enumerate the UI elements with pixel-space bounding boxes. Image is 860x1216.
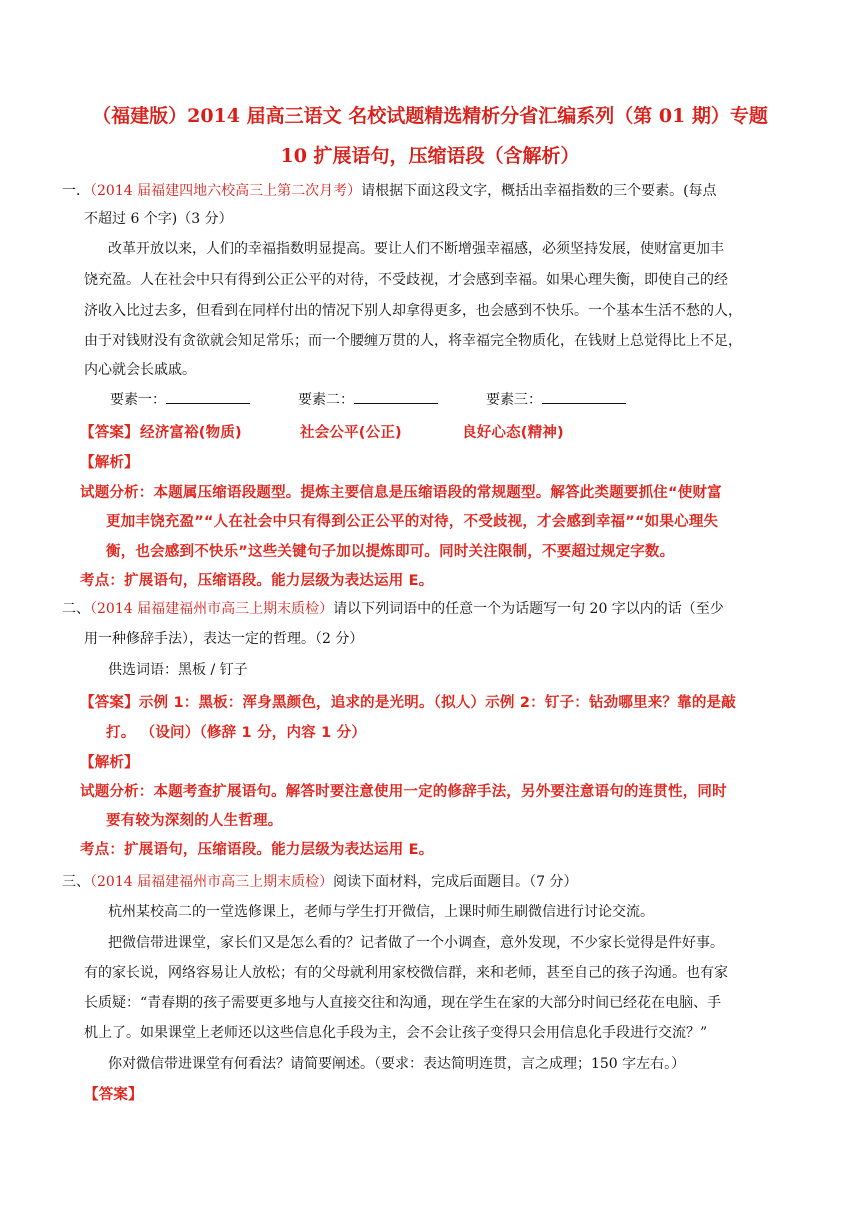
document-title-line-1: （福建版）2014 届高三语文 名校试题精选精析分省汇编系列（第 01 期）专题 — [92, 105, 768, 127]
element-2-label: 要素二： — [298, 392, 354, 408]
q1-prompt-b: 不超过 6 个字)（3 分） — [84, 211, 233, 227]
q1-analysis-line: 更加丰饶充盈”“人在社会中只有得到公正公平的对待，不受歧视，才会感到幸福”“如果心理失 — [106, 514, 719, 530]
q2-number: 二、 — [62, 601, 90, 617]
q3-answer-label: 【答案】 — [84, 1087, 143, 1103]
q2-analysis-line: 要有较为深刻的人生哲理。 — [106, 813, 283, 829]
q2-prompt-a: 请以下列词语中的任意一个为话题写一句 20 字以内的话（至少 — [333, 601, 724, 617]
q3-prompt: 阅读下面材料，完成后面题目。（7 分） — [333, 874, 578, 890]
q2-analysis-line: 试题分析：本题考查扩展语句。解答时要注意使用一定的修辞手法，另外要注意语句的连贯性，同时 — [80, 784, 727, 800]
element-3-blank — [542, 389, 626, 404]
q1-answer-1: 经济富裕(物质) — [140, 425, 242, 441]
q1-passage-line: 济收入比过去多，但看到在同样付出的情况下别人却拿得更多，也会感到不快乐。一个基本生活不愁的人， — [84, 303, 742, 319]
q3-header — [62, 871, 577, 893]
element-1-blank — [166, 389, 250, 404]
q2-options: 供选词语：黑板 / 钉子 — [108, 662, 248, 678]
q1-passage-line: 改革开放以来，人们的幸福指数明显提高。要让人们不断增强幸福感，必须坚持发展，使财富更加丰 — [108, 241, 724, 257]
q3-passage-line: 有的家长说，网络容易让人放松；有的父母就利用家校微信群，来和老师，甚至自己的孩子沟通。也有家 — [84, 965, 728, 981]
q2-analysis-label: 【解析】 — [80, 755, 139, 771]
q1-analysis-label: 【解析】 — [80, 455, 139, 471]
q3-passage-line: 杭州某校高二的一堂选修课上，老师与学生打开微信，上课时师生刷微信进行讨论交流。 — [108, 904, 654, 920]
element-1-label: 要素一： — [110, 392, 166, 408]
q1-analysis-line: 试题分析：本题属压缩语段题型。提炼主要信息是压缩语段的常规题型。解答此类题要抓住“使财富 — [80, 485, 722, 501]
q1-number: 一． — [62, 183, 90, 199]
q2-answer-line-2: 打。 （设问）（修辞 1 分，内容 1 分） — [106, 725, 367, 741]
q1-passage-line: 饶充盈。人在社会中只有得到公正公平的对待，不受歧视，才会感到幸福。如果心理失衡，即使自己的经 — [84, 272, 728, 288]
q2-source: （2014 届福建福州市高三上期末质检） — [90, 601, 334, 617]
q2-answer-text: 示例 1：黑板：浑身黑颜色，追求的是光明。（拟人）示例 2：钉子：钻劲哪里来？靠的是敲 — [138, 695, 736, 711]
q1-source: （2014 届福建四地六校高三上第二次月考） — [90, 183, 362, 199]
q3-passage-line: 把微信带进课堂，家长们又是怎么看的？记者做了一个小调查，意外发现，不少家长觉得是件好事。 — [108, 935, 724, 951]
q2-answer-line-1 — [80, 692, 736, 714]
q3-number: 三、 — [62, 874, 90, 890]
q2-kaodian: 考点：扩展语句，压缩语段。能力层级为表达运用 E。 — [80, 842, 434, 858]
q3-passage-line: 长质疑：“青春期的孩子需要更多地与人直接交往和沟通，现在学生在家的大部分时间已经花在电脑、手 — [84, 995, 722, 1011]
q3-source: （2014 届福建福州市高三上期末质检） — [90, 874, 334, 890]
q1-answer-2: 社会公平(公正) — [300, 425, 402, 441]
q1-prompt-a: 请根据下面这段文字，概括出幸福指数的三个要素。(每点 — [361, 183, 717, 199]
q1-analysis-line: 衡，也会感到不快乐”这些关键句子加以提炼即可。同时关注限制，不要超过规定字数。 — [106, 544, 675, 560]
document-title-line-2: 10 扩展语句，压缩语段（含解析） — [280, 145, 580, 167]
q2-answer-label: 【答案】 — [80, 695, 139, 711]
q1-passage-line: 由于对钱财没有贪欲就会知足常乐；而一个腰缠万贯的人，将幸福完全物质化，在钱财上总觉得比上不足， — [84, 333, 742, 349]
q1-passage-line: 内心就会长戚戚。 — [84, 362, 196, 378]
element-3-label: 要素三： — [486, 392, 542, 408]
q3-passage-line: 机上了。如果课堂上老师还以这些信息化手段为主，会不会让孩子变得只会用信息化手段进行交流？” — [84, 1025, 708, 1041]
q1-header — [62, 180, 717, 202]
q2-prompt-b: 用一种修辞手法），表达一定的哲理。（2 分） — [84, 631, 364, 647]
element-2-blank — [354, 389, 438, 404]
q1-kaodian: 考点：扩展语句，压缩语段。能力层级为表达运用 E。 — [80, 573, 434, 589]
q1-elements-row — [110, 389, 626, 411]
q1-answer-label: 【答案】 — [80, 425, 139, 441]
q1-answer-3: 良好心态(精神) — [462, 425, 564, 441]
q2-header — [62, 598, 724, 620]
q3-passage-line: 你对微信带进课堂有何看法？请简要阐述。（要求：表达简明连贯，言之成理；150 字左右。） — [108, 1056, 686, 1072]
